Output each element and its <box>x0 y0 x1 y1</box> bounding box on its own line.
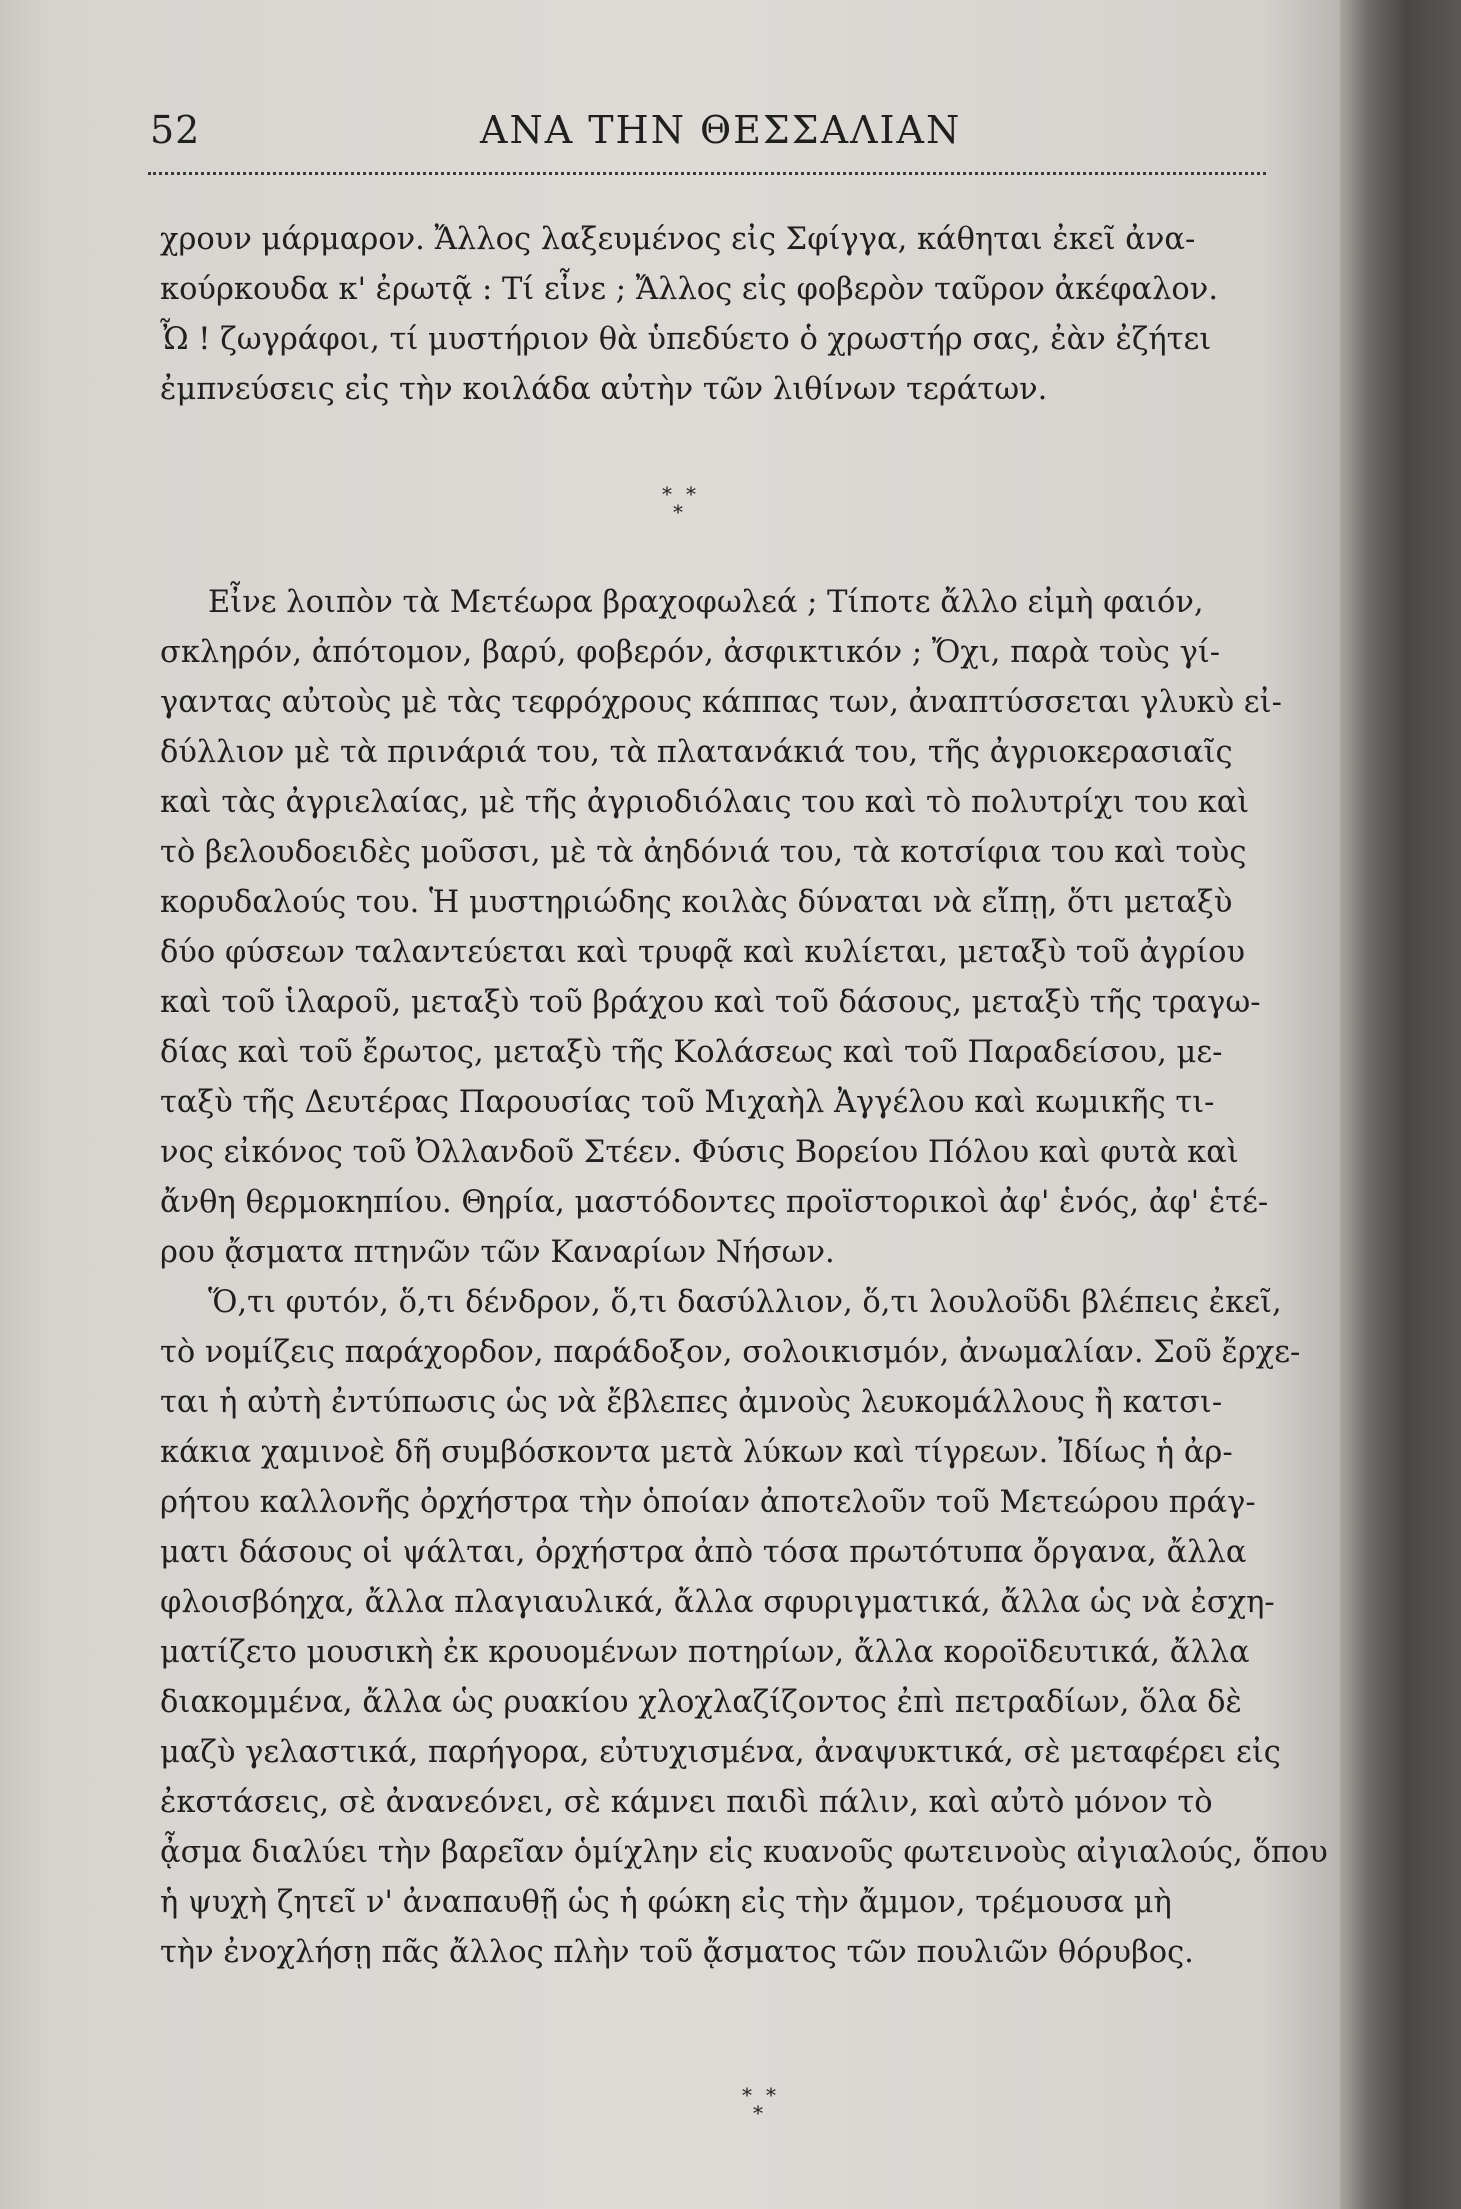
page-header <box>150 108 1260 158</box>
text-line: τὸ βελουδοειδὲς μοῦσσι, μὲ τὰ ἀηδόνιά του, τὰ κοτσίφια του καὶ τοὺς <box>160 835 1247 870</box>
paragraph-1 <box>160 215 1320 415</box>
text-line: Εἶνε λοιπὸν τὰ Μετέωρα βραχοφωλεά ; Τίποτε ἄλλο εἰμὴ φαιόν, <box>208 585 1204 620</box>
text-line: κάκια χαμινοὲ δῆ συμβόσκοντα μετὰ λύκων καὶ τίγρεων. Ἰδίως ἡ ἀρ- <box>160 1435 1233 1470</box>
text-line: κορυδαλούς του. Ἡ μυστηριώδης κοιλὰς δύναται νὰ εἴπῃ, ὅτι μεταξὺ <box>160 885 1233 920</box>
text-line: Ὅ,τι φυτόν, ὅ,τι δένδρον, ὅ,τι δασύλλιον, ὅ,τι λουλοῦδι βλέπεις ἐκεῖ, <box>208 1285 1282 1320</box>
text-line: ᾆσμα διαλύει τὴν βαρεῖαν ὁμίχλην εἰς κυανοῦς φωτεινοὺς αἰγιαλούς, ὅπου <box>160 1835 1328 1870</box>
text-line: ματίζετο μουσικὴ ἐκ κρουομένων ποτηρίων, ἄλλα κοροϊδευτικά, ἄλλα <box>160 1635 1250 1670</box>
text-line: νος εἰκόνος τοῦ Ὀλλανδοῦ Στέεν. Φύσις Βορείου Πόλου καὶ φυτὰ καὶ <box>160 1135 1239 1170</box>
text-line: δύο φύσεων ταλαντεύεται καὶ τρυφᾷ καὶ κυλίεται, μεταξὺ τοῦ ἀγρίου <box>160 935 1246 970</box>
text-line: κούρκουδα κ' ἐρωτᾷ : Τί εἶνε ; Ἄλλος εἰς φοβερὸν ταῦρον ἀκέφαλον. <box>160 272 1219 307</box>
text-line: ρου ᾄσματα πτηνῶν τῶν Καναρίων Νήσων. <box>160 1235 835 1270</box>
text-line: τὴν ἐνοχλήσῃ πᾶς ἄλλος πλὴν τοῦ ᾄσματος τῶν πουλιῶν θόρυβος. <box>160 1935 1194 1970</box>
text-line: τὸ νομίζεις παράχορδον, παράδοξον, σολοικισμόν, ἀνωμαλίαν. Σοῦ ἔρχε- <box>160 1335 1301 1370</box>
text-line: γαντας αὐτοὺς μὲ τὰς τεφρόχρους κάππας των, ἀναπτύσσεται γλυκὺ εἰ- <box>160 685 1282 720</box>
text-line: ταξὺ τῆς Δευτέρας Παρουσίας τοῦ Μιχαὴλ Ἀγγέλου καὶ κωμικῆς τι- <box>160 1085 1215 1120</box>
text-line: ἡ ψυχὴ ζητεῖ ν' ἀναπαυθῇ ὡς ἡ φώκη εἰς τὴν ἄμμον, τρέμουσα μὴ <box>160 1885 1172 1920</box>
asterism-separator: ** * <box>662 482 710 524</box>
asterism-separator: ** * <box>742 2083 790 2125</box>
header-rule <box>148 172 1266 175</box>
text-line: ἐκστάσεις, σὲ ἀνανεόνει, σὲ κάμνει παιδὶ πάλιν, καὶ αὐτὸ μόνον τὸ <box>160 1785 1213 1820</box>
text-line: ἐμπνεύσεις εἰς τὴν κοιλάδα αὐτὴν τῶν λιθίνων τεράτων. <box>160 372 1048 407</box>
book-spine-shadow <box>1340 0 1461 2209</box>
text-line: χρουν μάρμαρον. Ἄλλος λαξευμένος εἰς Σφίγγα, κάθηται ἐκεῖ ἀνα- <box>160 222 1196 257</box>
text-line: ται ἡ αὐτὴ ἐντύπωσις ὡς νὰ ἔβλεπες ἀμνοὺς λευκομάλλους ἢ κατσι- <box>160 1385 1223 1420</box>
text-line: ματι δάσους οἱ ψάλται, ὀρχήστρα ἀπὸ τόσα πρωτότυπα ὄργανα, ἄλλα <box>160 1535 1247 1570</box>
text-line: ρήτου καλλονῆς ὀρχήστρα τὴν ὁποίαν ἀποτελοῦν τοῦ Μετεώρου πράγ- <box>160 1485 1256 1520</box>
text-line: δίας καὶ τοῦ ἔρωτος, μεταξὺ τῆς Κολάσεως καὶ τοῦ Παραδείσου, με- <box>160 1035 1223 1070</box>
text-line: δύλλιον μὲ τὰ πρινάριά του, τὰ πλατανάκιά του, τῆς ἀγριοκερασιαῖς <box>160 735 1233 770</box>
text-line: ἄνθη θερμοκηπίου. Θηρία, μαστόδοντες προϊστορικοὶ ἀφ' ἑνός, ἀφ' ἑτέ- <box>160 1185 1269 1220</box>
page-number: 52 <box>150 108 201 152</box>
paragraph-3 <box>160 1278 1328 1978</box>
text-line: μαζὺ γελαστικά, παρήγορα, εὐτυχισμένα, ἀναψυκτικά, σὲ μεταφέρει εἰς <box>160 1735 1281 1770</box>
text-line: φλοισβόηχα, ἄλλα πλαγιαυλικά, ἄλλα σφυριγματικά, ἄλλα ὡς νὰ ἐσχη- <box>160 1585 1275 1620</box>
text-line: διακομμένα, ἄλλα ὡς ρυακίου χλοχλαζίζοντος ἐπὶ πετραδίων, ὅλα δὲ <box>160 1685 1242 1720</box>
running-title: ΑΝΑ ΤΗΝ ΘΕΣΣΑΛΙΑΝ <box>480 108 962 152</box>
text-line: σκληρόν, ἀπότομον, βαρύ, φοβερόν, ἀσφικτικόν ; Ὄχι, παρὰ τοὺς γί- <box>160 635 1221 670</box>
text-line: καὶ τοῦ ἱλαροῦ, μεταξὺ τοῦ βράχου καὶ τοῦ δάσους, μεταξὺ τῆς τραγω- <box>160 985 1261 1020</box>
text-line: καὶ τὰς ἀγριελαίας, μὲ τῆς ἀγριοδιόλαις του καὶ τὸ πολυτρίχι του καὶ <box>160 785 1250 820</box>
text-line: Ὦ ! ζωγράφοι, τί μυστήριον θὰ ὑπεδύετο ὁ χρωστήρ σας, ἐὰν ἐζήτει <box>160 322 1212 357</box>
paragraph-2 <box>160 578 1320 1278</box>
